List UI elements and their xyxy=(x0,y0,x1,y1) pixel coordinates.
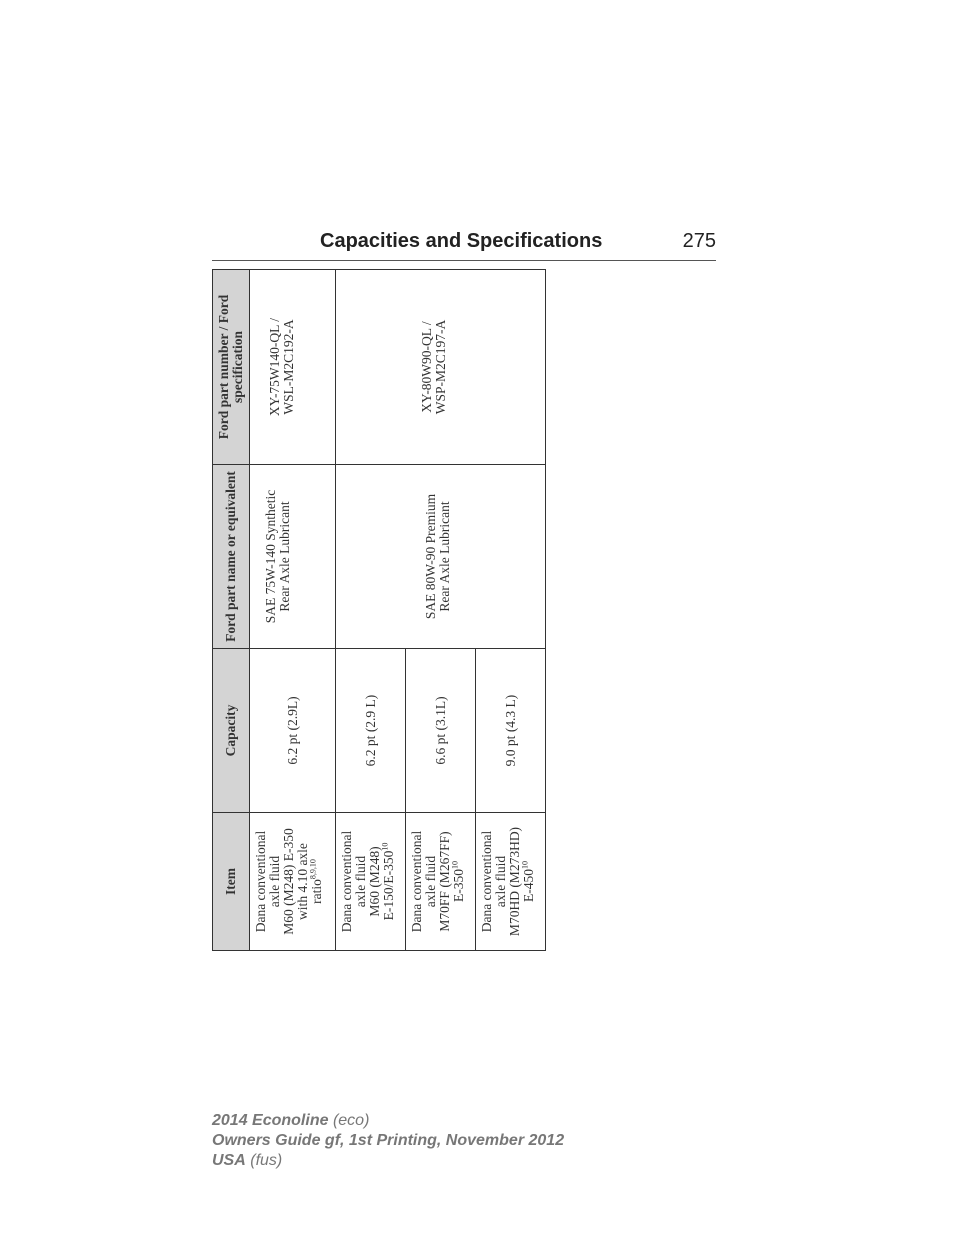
capacity-cell: 6.2 pt (2.9 L) xyxy=(336,649,406,813)
part-number-cell: XY-80W90-QL / WSP-M2C197-A xyxy=(336,270,546,465)
capacity-cell: 6.6 pt (3.1L) xyxy=(406,649,476,813)
item-cell: Dana conventional axle fluid M70FF (M267FF) $E-350^{10}$ xyxy=(406,813,476,951)
footer-line-2: Owners Guide gf, 1st Printing, November 2012 xyxy=(212,1132,565,1149)
column-header-part-number: Ford part number / Ford specification xyxy=(213,270,250,465)
part-name-cell: SAE 75W-140 Synthetic Rear Axle Lubricant xyxy=(250,465,336,649)
part-number-cell: XY-75W140-QL / WSL-M2C192-A xyxy=(250,270,336,465)
footer-line-3: USA (fus) xyxy=(212,1152,283,1169)
specifications-table-container xyxy=(212,270,544,951)
page-number: 275 xyxy=(682,230,716,252)
table-row xyxy=(336,270,406,951)
capacity-cell: 6.2 pt (2.9L) xyxy=(250,649,336,813)
column-header-capacity: Capacity xyxy=(213,649,250,813)
page-footer xyxy=(212,1111,564,1171)
table-row xyxy=(250,270,336,951)
item-cell: Dana conventional axle fluid M60 (M248) E-350 with 4.10 axle ratio$^{8,9,10}$ xyxy=(250,813,336,951)
part-name-cell: SAE 80W-90 Premium Rear Axle Lubricant xyxy=(336,465,546,649)
column-header-part-name: Ford part name or equivalent xyxy=(213,465,250,649)
page-header xyxy=(212,230,716,261)
section-title: Capacities and Specifications xyxy=(320,230,603,252)
table-header-row xyxy=(213,270,250,951)
item-cell: Dana conventional axle fluid M70HD (M273HD) $E-450^{10}$ xyxy=(476,813,546,951)
column-header-item: Item xyxy=(213,813,250,951)
capacity-cell: 9.0 pt (4.3 L) xyxy=(476,649,546,813)
specifications-table xyxy=(212,269,546,951)
footer-line-1: 2014 Econoline (eco) xyxy=(212,1112,370,1129)
item-cell: Dana conventional axle fluid M60 (M248) $E-150/E-350^{10}$ xyxy=(336,813,406,951)
